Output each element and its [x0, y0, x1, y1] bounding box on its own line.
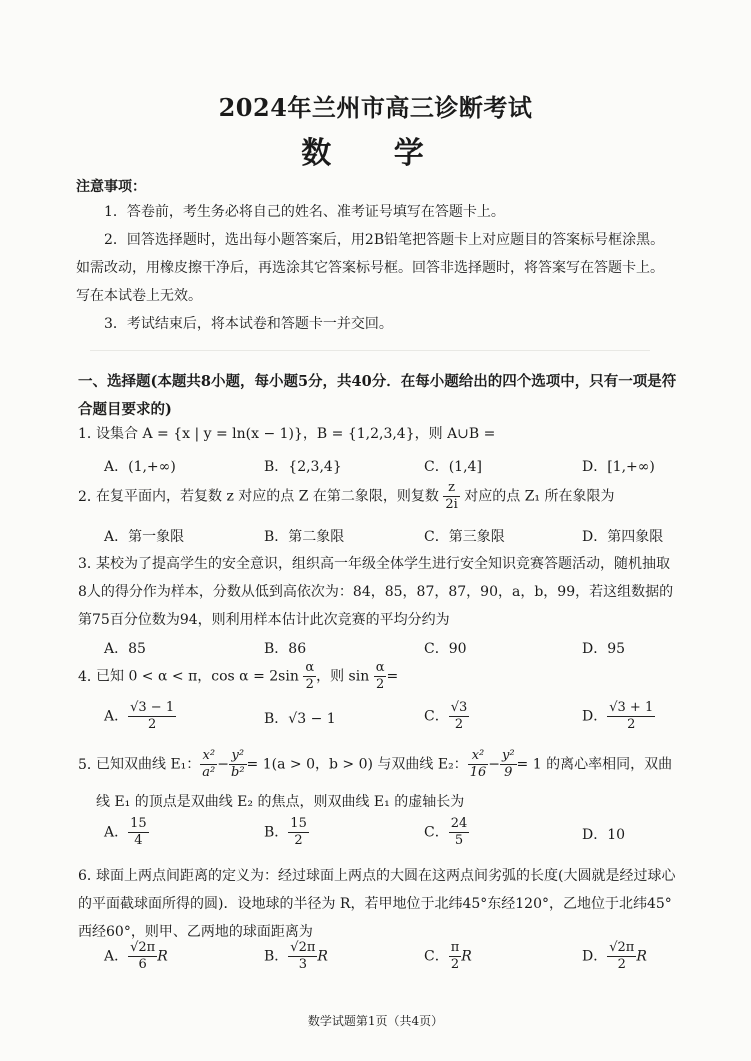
question-stem-end: =: [386, 668, 399, 685]
option-label: C．: [424, 824, 449, 841]
option-b: [264, 940, 328, 973]
option-b: B．86: [264, 641, 307, 657]
option-b: [264, 816, 309, 849]
option-label: B．: [264, 824, 289, 841]
option-c: C．(1,4]: [424, 459, 482, 475]
question-2: [78, 480, 676, 513]
option-c: [424, 700, 469, 733]
option-label: D．: [582, 948, 608, 965]
option-d: [582, 700, 655, 733]
section-heading: 一、选择题(本题共8小题，每小题5分，共40分．在每小题给出的四个选项中，只有一项是符合题目要求的): [78, 373, 677, 418]
fraction: $\frac{√2\pi}{3}$: [290, 940, 316, 972]
option-d: [582, 940, 647, 973]
exam-subject: 数 学: [301, 136, 450, 171]
question-stem: 设集合 A = {x | y = ln(x − 1)}，B = {1,2,3,4}，则 A∪B =: [96, 426, 496, 442]
fraction: $\frac{15}{2}$: [290, 816, 307, 848]
option-label: B．: [264, 711, 289, 727]
option-tail: R: [461, 948, 472, 965]
fraction: $\frac{√3 + 1}{2}$: [609, 700, 654, 732]
option-label: A．: [104, 948, 129, 965]
option-a: A．(1,+∞): [104, 459, 176, 475]
minus-sign: −: [217, 756, 229, 773]
minus-sign: −: [488, 756, 500, 773]
question-4-options: [104, 700, 674, 740]
question-5-options: [104, 816, 674, 856]
question-number: 1．: [78, 426, 101, 442]
question-stem: 某校为了提高学生的安全意识，组织高一年级全体学生进行安全知识竞赛答题活动，随机抽取8人的得分作为样本，分数从低到高依次为：84，85，87，87，90，a，b，99，若这组数据的第75百分位数为94，则利用样本估计此次竞赛的平均分约为: [78, 556, 674, 628]
question-number: 3．: [78, 556, 101, 572]
exam-title: 2024年兰州市高三诊断考试: [218, 93, 533, 122]
fraction: $\frac{\alpha}{2}$: [305, 660, 315, 692]
fraction: $\frac{15}{4}$: [130, 816, 147, 848]
question-stem: 在复平面内，若复数 z 对应的点 Z 在第二象限，则复数: [96, 488, 439, 505]
option-d: [582, 824, 625, 844]
option-tail: R: [636, 948, 647, 965]
question-number: 5．: [78, 756, 101, 773]
fraction: $\frac{24}{5}$: [450, 816, 468, 848]
fraction: $\frac{√2\pi}{6}$: [130, 940, 156, 972]
option-text: √3 − 1: [288, 711, 336, 727]
option-c: C．第三象限: [424, 529, 505, 545]
fraction: $\frac{√2\pi}{2}$: [609, 940, 635, 972]
fraction: $\frac{\text{y²}}{9}$: [501, 748, 515, 780]
option-b: [264, 708, 336, 728]
notice-heading: 注意事项：: [76, 179, 146, 195]
option-tail: R: [317, 948, 328, 965]
option-d: D．[1,+∞): [582, 459, 655, 475]
option-text: 10: [607, 827, 626, 843]
question-6-options: [104, 940, 674, 980]
scan-artifact: [90, 350, 650, 351]
notice-item-1: 1．答卷前，考生务必将自己的姓名、准考证号填写在答题卡上。: [104, 204, 505, 220]
option-label: A．: [104, 824, 129, 841]
fraction: $\frac{√3 - 1}{2}$: [130, 700, 175, 732]
question-stem-cont: 对应的点 Z₁ 所在象限为: [464, 488, 615, 505]
option-label: A．: [104, 708, 129, 725]
notice-item-2: 2．回答选择题时，选出每小题答案后，用2B铅笔把答题卡上对应题目的答案标号框涂黑。如需改动，用橡皮擦干净后，再选涂其它答案标号框。回答非选择题时，将答案写在答题卡上。写在本试卷上无效。: [76, 232, 665, 304]
option-c: [424, 940, 472, 973]
question-6: [78, 862, 676, 946]
option-label: D．: [582, 827, 608, 843]
option-d: D．第四象限: [582, 529, 664, 545]
option-c: [424, 816, 469, 849]
option-a: [104, 816, 149, 849]
question-stem-cont: = 1(a > 0，b > 0) 与双曲线 E₂：: [246, 756, 468, 773]
option-a: A．第一象限: [104, 529, 185, 545]
question-stem-cont: ，则 sin: [316, 668, 370, 685]
option-tail: R: [157, 948, 168, 965]
fraction: $\frac{√3}{2}$: [450, 700, 468, 732]
question-stem: 已知双曲线 E₁：: [96, 756, 201, 773]
question-number: 6．: [78, 868, 101, 884]
question-3: [78, 550, 676, 634]
page-footer: 数学试题第1页（共4页）: [307, 1014, 444, 1028]
option-a: [104, 700, 176, 733]
question-stem-end: = 1 的离心率相同，双曲: [516, 756, 673, 773]
fraction: $\frac{\text{x²}}{16}$: [469, 748, 487, 780]
question-1: [78, 420, 676, 448]
question-stem: 球面上两点间距离的定义为：经过球面上两点的大圆在这两点间劣弧的长度(大圆就是经过球心的平面截球面所得的圆)．设地球的半径为 R，若甲地位于北纬45°东经120°，乙地位于北纬45°西经60°，则甲、乙两地的球面距离为: [78, 868, 676, 940]
option-b: B．第二象限: [264, 529, 345, 545]
question-4: [78, 660, 676, 693]
option-d: D．95: [582, 641, 626, 657]
question-5-cont: 线 E₁ 的顶点是双曲线 E₂ 的焦点，则双曲线 E₁ 的虚轴长为: [96, 794, 465, 810]
option-a: [104, 940, 168, 973]
question-number: 4．: [78, 668, 101, 685]
question-stem: 已知 0 < α < π，cos α = 2sin: [96, 668, 299, 685]
fraction: $\frac{\alpha}{2}$: [375, 660, 385, 692]
fraction: $\frac{\text{y²}}{\text{b²}}$: [231, 748, 245, 780]
question-number: 2．: [78, 488, 101, 505]
notice-item-3: 3．考试结束后，将本试卷和答题卡一并交回。: [104, 316, 393, 332]
option-label: B．: [264, 948, 289, 965]
option-c: C．90: [424, 641, 467, 657]
question-5: [78, 748, 676, 781]
option-a: A．85: [104, 641, 146, 657]
option-label: D．: [582, 708, 608, 725]
option-label: C．: [424, 708, 449, 725]
fraction: $\frac{z}{2i}$: [445, 480, 458, 512]
fraction: $\frac{\pi}{2}$: [450, 940, 460, 972]
option-label: C．: [424, 948, 449, 965]
fraction: $\frac{\text{x²}}{\text{a²}}$: [202, 748, 216, 780]
option-b: B．{2,3,4}: [264, 459, 342, 475]
